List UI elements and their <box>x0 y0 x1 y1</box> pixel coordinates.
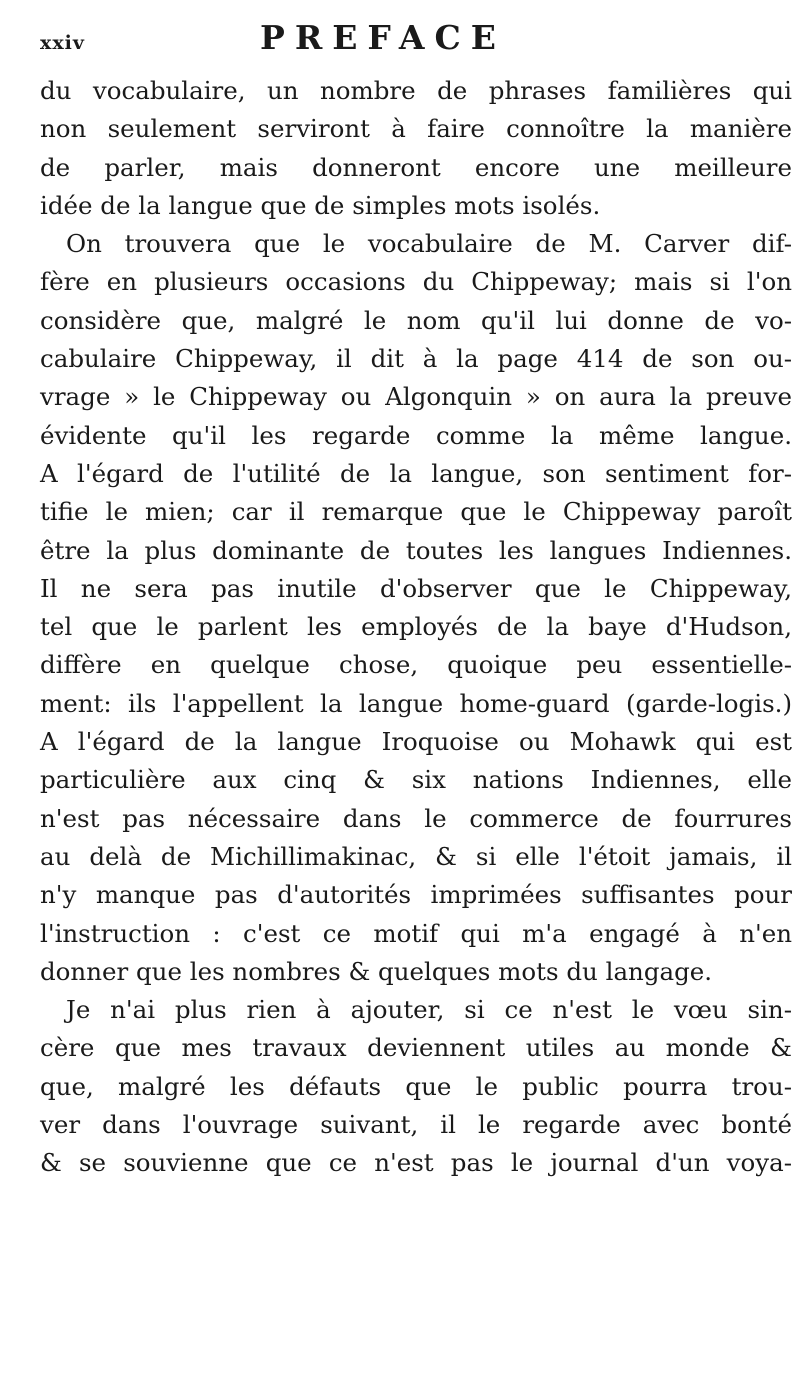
text-line: que, malgré les défauts que le public pourra trou- <box>40 1071 792 1101</box>
text-line: A l'égard de l'utilité de la langue, son sentiment for- <box>40 458 792 488</box>
text-line: cabulaire Chippeway, il dit à la page 414 de son ou- <box>40 344 792 374</box>
text-line: fère en plusieurs occasions du Chippeway; mais si l'on <box>40 267 792 297</box>
text-line: tel que le parlent les employés de la baye d'Hudson, <box>40 612 792 642</box>
book-page <box>40 0 790 1400</box>
text-line: cère que mes travaux deviennent utiles au monde & <box>40 1033 792 1063</box>
text-line: être la plus dominante de toutes les langues Indiennes. <box>40 535 792 565</box>
text-line: & se souvienne que ce n'est pas le journal d'un voya- <box>40 1148 792 1178</box>
text-line: tifie le mien; car il remarque que le Chippeway paroît <box>40 497 792 527</box>
text-line: vrage » le Chippeway ou Algonquin » on aura la preuve <box>40 382 792 412</box>
text-line: donner que les nombres & quelques mots du langage. <box>40 956 713 986</box>
page-header <box>40 10 780 70</box>
text-line: n'est pas nécessaire dans le commerce de fourrures <box>40 803 792 833</box>
text-line: idée de la langue que de simples mots isolés. <box>40 190 601 220</box>
text-line: Il ne sera pas inutile d'observer que le Chippeway, <box>40 573 792 603</box>
text-line: A l'égard de la langue Iroquoise ou Mohawk qui est <box>40 727 792 757</box>
page-number: xxiv <box>40 32 85 54</box>
text-line: l'instruction : c'est ce motif qui m'a engagé à n'en <box>40 918 792 948</box>
text-line: évidente qu'il les regarde comme la même langue. <box>40 420 792 450</box>
text-line: On trouvera que le vocabulaire de M. Carver dif- <box>66 229 792 259</box>
body-text <box>40 72 792 1183</box>
text-line: de parler, mais donneront encore une meilleure <box>40 152 792 182</box>
text-line: considère que, malgré le nom qu'il lui donne de vo- <box>40 305 792 335</box>
text-line: Je n'ai plus rien à ajouter, si ce n'est le vœu sin- <box>66 995 792 1025</box>
text-line: du vocabulaire, un nombre de phrases familières qui <box>40 76 792 105</box>
text-line: ver dans l'ouvrage suivant, il le regarde avec bonté <box>40 1110 792 1140</box>
text-line: au delà de Michillimakinac, & si elle l'étoit jamais, il <box>40 841 792 871</box>
text-line: particulière aux cinq & six nations Indiennes, elle <box>40 765 792 795</box>
running-title: PREFACE <box>260 18 506 57</box>
text-line: non seulement serviront à faire connoître la manière <box>40 114 792 144</box>
text-line: diffère en quelque chose, quoique peu essentielle- <box>40 650 792 680</box>
text-line: ment: ils l'appellent la langue home-guard (garde-logis.) <box>40 688 792 718</box>
text-line: n'y manque pas d'autorités imprimées suffisantes pour <box>40 880 792 910</box>
